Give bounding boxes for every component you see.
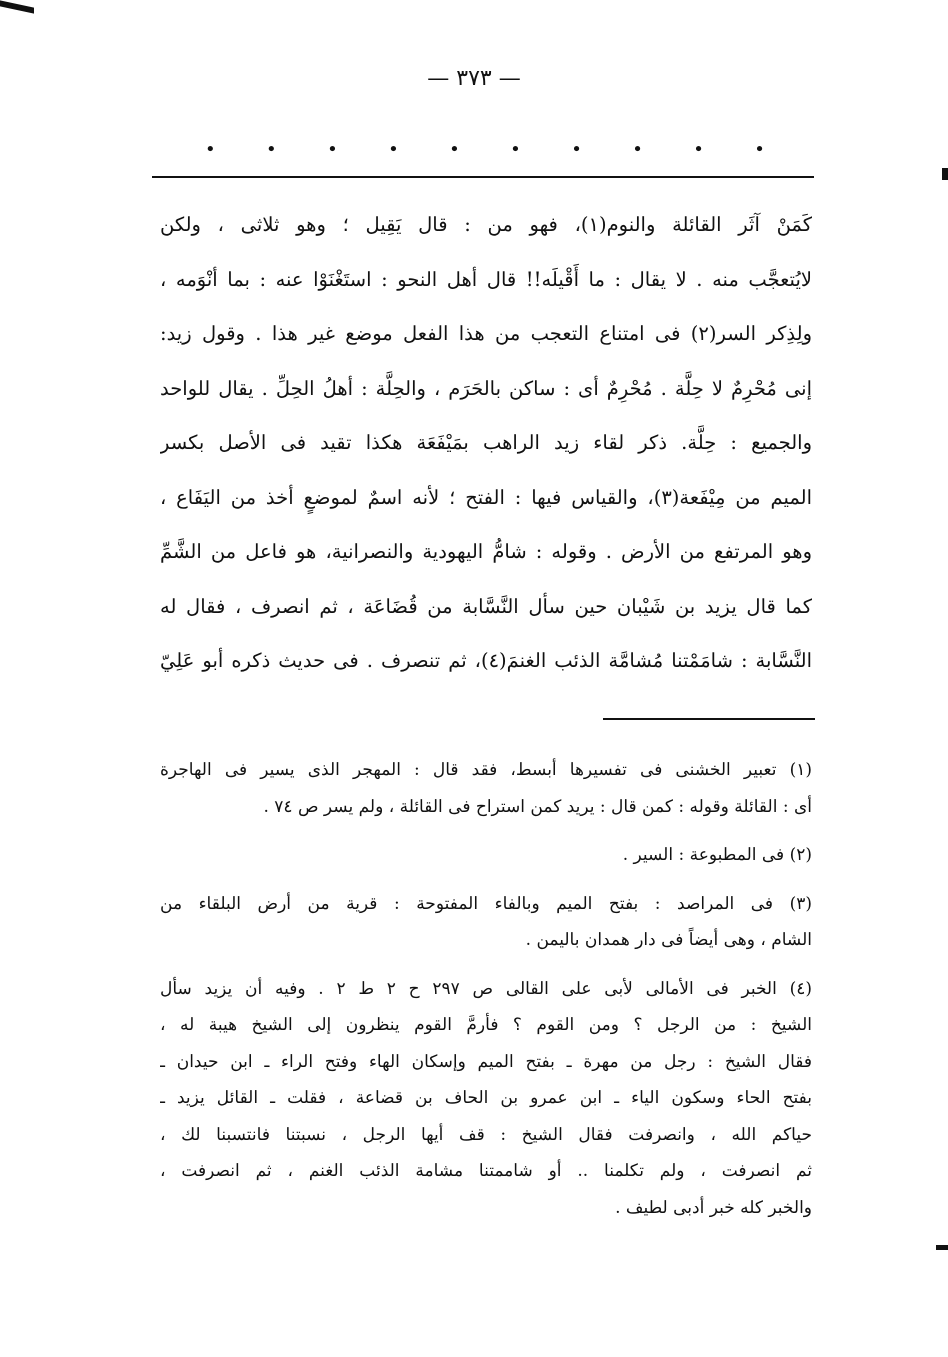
footnote-3 xyxy=(160,886,812,959)
separator-dots xyxy=(205,140,765,160)
footnote-line: أى : القائلة وقوله : كمن قال : يريد كمن استراح فى القائلة ، ولم يسر ص ٧٤ . xyxy=(263,796,812,817)
scan-edge-mark-right-upper xyxy=(942,168,948,180)
main-text-line: لايُتعجَّب منه . لا يقال : ما أَقْيلَه!! قال أهل النحو : استَغْنَوْا عنه : بما أنْوَمه ، xyxy=(160,267,812,291)
footnote-line: فقال الشيخ : رجل من مهرة ـ بفتح الميم وإسكان الهاء وفتح الراء ـ ابن حيدان ـ xyxy=(160,1051,812,1072)
separator-dot: • xyxy=(693,139,704,160)
main-text xyxy=(160,198,812,689)
main-text-line: كما قال يزيد بن شَيْبان حين سأل النَّسَّابة من قُضَاعَة ، ثم انصرف ، فقال له xyxy=(160,594,812,618)
main-text-line: وهو المرتفع من الأرض . وقوله : شامُّ اليهودية والنصرانية، هو فاعل من الشَّمِّ xyxy=(160,540,812,563)
separator-dot: • xyxy=(205,139,216,160)
separator-dot: • xyxy=(449,139,460,160)
footnote-line: (٤) الخبر فى الأمالى لأبى على القالى ص ٢٩٧ ح ٢ ط ٢ . وفيه أن يزيد سأل xyxy=(160,978,812,999)
scan-edge-mark-top-left xyxy=(0,0,34,13)
footnote-4 xyxy=(160,971,812,1227)
footnote-line: (٣) فى المراصد : بفتح الميم وبالفاء المفتوحة : قرية من أرض البلقاء من xyxy=(160,893,812,914)
separator-dot: • xyxy=(510,139,521,160)
main-text-line: النَّسَّابة : شامَمْتنا مُشامَّة الذئب الغنمَ(٤)، ثم تنصرف . فى حديث ذكره أبو عَلِيّ xyxy=(160,649,812,672)
footnote-1 xyxy=(160,752,812,825)
footnote-line: (٢) فى المطبوعة : السير . xyxy=(622,845,812,865)
footnote-line: ثم انصرفت ، ولم تكلمنا .. أو شاممتنا مشامة الذئب الغنم ، ثم انصرفت ، xyxy=(160,1161,812,1181)
main-text-line: والجميع : حِلَّة. ذكر لقاء زيد الراهب بمَيْفَعَة هكذا تقيد فى الأصل بكسر xyxy=(160,431,812,454)
footnotes xyxy=(160,752,812,1238)
separator-dot: • xyxy=(266,139,277,160)
footnote-line: حياكم الله ، وانصرفت فقال الشيخ : قف أيها الرجل ، نسبتنا فانتسبنا لك ، xyxy=(160,1124,812,1145)
main-text-line: ولِذِكر السر(٢) فى امتناع التعجب من هذا الفعل موضع غير هذا . وقول زيد: xyxy=(160,322,812,345)
separator-dot: • xyxy=(571,139,582,160)
main-text-line: الميم من مِيْفَعة(٣)، والقياس فيها : الفتح ؛ لأنه اسمٌ لموضعٍ أخذ من اليَفَاع ، xyxy=(160,485,812,509)
footnote-rule xyxy=(603,718,815,720)
separator-dot: • xyxy=(754,139,765,160)
scan-edge-mark-right-lower xyxy=(936,1245,948,1250)
page-number: — ٣٧٣ — xyxy=(427,66,521,91)
footnote-2 xyxy=(160,837,812,874)
footnote-line: بفتح الحاء وسكون الياء ـ ابن عمرو بن الحاف بن قضاعة ، فقلت ـ القائل يزيد ـ xyxy=(160,1088,812,1108)
separator-dot: • xyxy=(632,139,643,160)
footnote-line: (١) تعبير الخشنى فى تفسيرها أبسط، فقد قال : المهجر الذى يسير فى الهاجرة xyxy=(160,760,812,780)
footnote-line: والخبر كله خبر أدبى لطيف . xyxy=(615,1197,812,1218)
main-text-line: كَمَنْ آثَر القائلة والنوم(١)، فهو من : قال يَقِيل ؛ وهو ثلاثى ، ولكن xyxy=(160,213,812,236)
separator-dot: • xyxy=(388,139,399,160)
separator-dot: • xyxy=(327,139,338,160)
main-text-line: إنى مُحْرِمٌ لا حِلَّة . مُحْرِمٌ أى : ساكن بالحَرَم ، والحِلَّة : أهلُ الحِلِّ . يقال للواحد xyxy=(160,376,812,400)
header-rule xyxy=(152,176,814,178)
footnote-line: الشيخ : من الرجل ؟ ومن القوم ؟ فأرمَّ القوم ينظرون إلى الشيخ هيبة له ، xyxy=(160,1015,812,1035)
footnote-line: الشام ، وهى أيضاً فى دار همدان باليمن . xyxy=(525,930,812,950)
